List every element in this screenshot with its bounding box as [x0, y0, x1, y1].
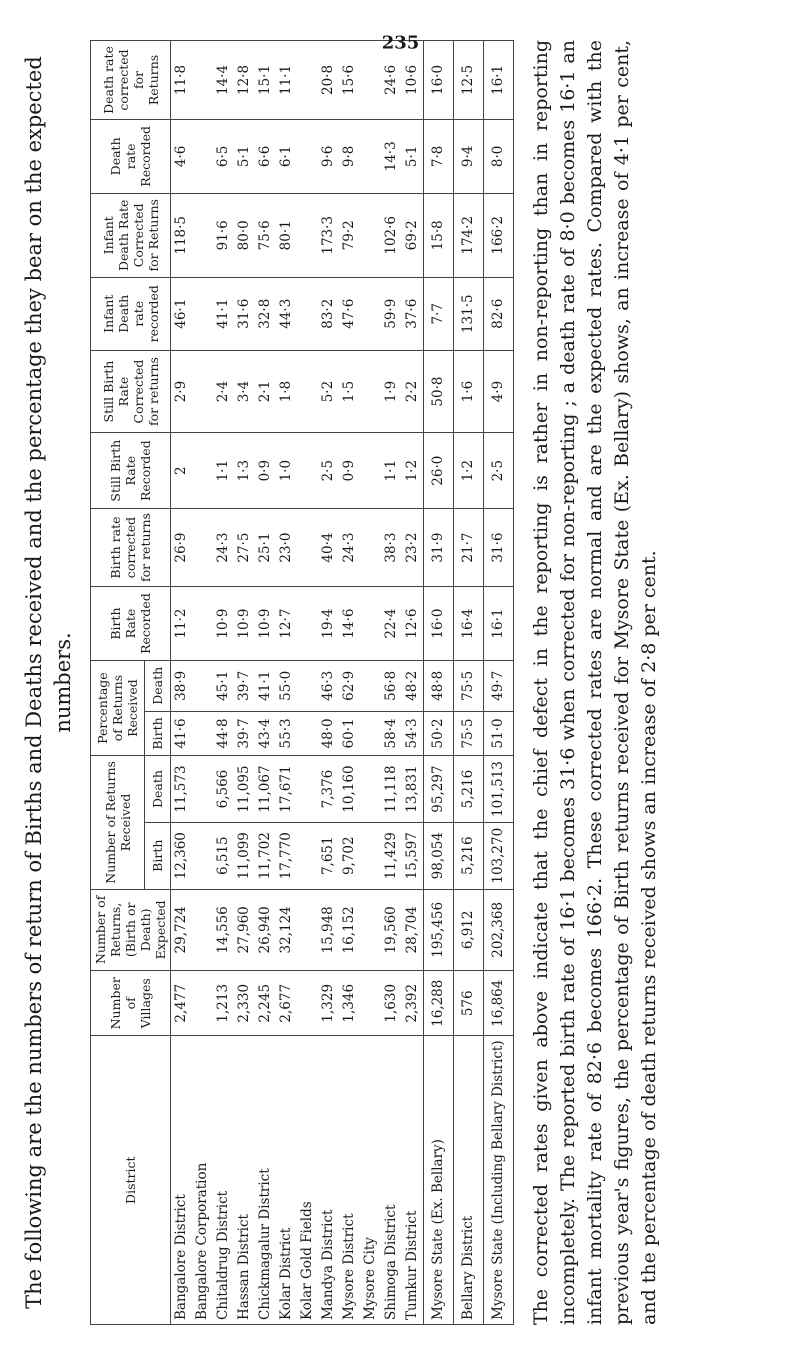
- cell-dr-cor: [297, 41, 318, 120]
- cell-id-rec: 59·9: [381, 277, 402, 350]
- table-row: [360, 41, 381, 1325]
- cell-dr-rec: 9·8: [339, 119, 360, 193]
- cell-pct-death: [297, 660, 318, 711]
- cell-district: Mysore State (Including Bellary District): [484, 1036, 514, 1325]
- cell-id-rec: 37·6: [402, 277, 424, 350]
- cell-expected: 27,960: [234, 889, 255, 971]
- cell-villages: 1,329: [318, 971, 339, 1036]
- cell-sb-cor: 1·6: [454, 350, 484, 433]
- cell-br-rec: 12·7: [276, 587, 297, 661]
- cell-district: Bellary District: [454, 1036, 484, 1325]
- cell-district: Shimoga District: [381, 1036, 402, 1325]
- cell-br-rec: 16·1: [484, 587, 514, 661]
- cell-sb-rec: 1·1: [381, 433, 402, 508]
- cell-rec-death: 95,297: [424, 756, 454, 823]
- header-received-birth: Birth: [145, 822, 171, 889]
- cell-expected: 202,368: [484, 889, 514, 971]
- cell-sb-cor: [192, 350, 213, 433]
- cell-district: Bangalore Corporation: [192, 1036, 213, 1325]
- cell-sb-rec: [360, 433, 381, 508]
- cell-dr-rec: [297, 119, 318, 193]
- cell-pct-death: 49·7: [484, 660, 514, 711]
- table-caption: The following are the numbers of return of Births and Deaths received and the percentage they bear on the expected numbers.: [22, 56, 75, 1309]
- cell-rec-death: 11,118: [381, 756, 402, 823]
- cell-dr-rec: 9·4: [454, 119, 484, 193]
- cell-pct-birth: [297, 711, 318, 756]
- cell-expected: 19,560: [381, 889, 402, 971]
- table-row: [213, 41, 234, 1325]
- cell-rec-death: 11,573: [171, 756, 193, 823]
- cell-id-cor: 91·6: [213, 193, 234, 277]
- cell-sb-rec: 26·0: [424, 433, 454, 508]
- cell-id-cor: 75·6: [255, 193, 276, 277]
- cell-dr-rec: 14·3: [381, 119, 402, 193]
- cell-sb-rec: 1·0: [276, 433, 297, 508]
- cell-sb-rec: [297, 433, 318, 508]
- header-percent-birth: Birth: [145, 711, 171, 756]
- cell-rec-death: [360, 756, 381, 823]
- cell-pct-death: 41·1: [255, 660, 276, 711]
- cell-villages: [297, 971, 318, 1036]
- header-still-birth-recorded: Still Birth Rate Recorded: [91, 433, 171, 508]
- table-row: [454, 41, 484, 1325]
- cell-rec-birth: 17,770: [276, 822, 297, 889]
- returns-table: [90, 40, 514, 1325]
- cell-id-rec: 82·6: [484, 277, 514, 350]
- table-row: [318, 41, 339, 1325]
- cell-pct-death: 45·1: [213, 660, 234, 711]
- cell-pct-birth: 39·7: [234, 711, 255, 756]
- cell-villages: 2,392: [402, 971, 424, 1036]
- cell-br-cor: 21·7: [454, 508, 484, 586]
- cell-dr-rec: 5·1: [234, 119, 255, 193]
- cell-villages: 2,477: [171, 971, 193, 1036]
- cell-expected: 26,940: [255, 889, 276, 971]
- table-row: [402, 41, 424, 1325]
- cell-villages: 2,245: [255, 971, 276, 1036]
- cell-sb-cor: 3·4: [234, 350, 255, 433]
- cell-pct-birth: 60·1: [339, 711, 360, 756]
- cell-br-cor: [297, 508, 318, 586]
- cell-br-rec: 16·0: [424, 587, 454, 661]
- cell-villages: 1,630: [381, 971, 402, 1036]
- cell-villages: [360, 971, 381, 1036]
- cell-id-cor: [297, 193, 318, 277]
- cell-rec-birth: 9,702: [339, 822, 360, 889]
- cell-pct-birth: 44·8: [213, 711, 234, 756]
- cell-rec-birth: 6,515: [213, 822, 234, 889]
- cell-rec-birth: 11,099: [234, 822, 255, 889]
- cell-dr-cor: [360, 41, 381, 120]
- cell-id-rec: [297, 277, 318, 350]
- cell-rec-birth: [297, 822, 318, 889]
- cell-rec-birth: 11,429: [381, 822, 402, 889]
- cell-villages: [192, 971, 213, 1036]
- cell-dr-rec: 4·6: [171, 119, 193, 193]
- cell-rec-death: 13,831: [402, 756, 424, 823]
- cell-id-cor: 173·3: [318, 193, 339, 277]
- cell-villages: 16,864: [484, 971, 514, 1036]
- cell-sb-cor: 1·5: [339, 350, 360, 433]
- cell-villages: 1,213: [213, 971, 234, 1036]
- header-birth-rate-corrected: Birth rate corrected for returns: [91, 508, 171, 586]
- cell-sb-rec: 2·5: [484, 433, 514, 508]
- table-row: [234, 41, 255, 1325]
- cell-pct-death: 48·8: [424, 660, 454, 711]
- cell-pct-death: 38·9: [171, 660, 193, 711]
- cell-pct-birth: 43·4: [255, 711, 276, 756]
- cell-br-cor: 24·3: [213, 508, 234, 586]
- header-infant-death-recorded: Infant Death rate recorded: [91, 277, 171, 350]
- header-death-rate-corrected: Death rate corrected for Returns: [91, 41, 171, 120]
- cell-rec-death: [192, 756, 213, 823]
- cell-rec-birth: 98,054: [424, 822, 454, 889]
- cell-villages: 2,330: [234, 971, 255, 1036]
- cell-sb-cor: [360, 350, 381, 433]
- cell-pct-birth: 75·5: [454, 711, 484, 756]
- cell-pct-death: 46·3: [318, 660, 339, 711]
- cell-id-cor: [360, 193, 381, 277]
- table-row: [255, 41, 276, 1325]
- cell-district: Mysore State (Ex. Bellary): [424, 1036, 454, 1325]
- cell-villages: 2,677: [276, 971, 297, 1036]
- cell-sb-cor: 2·4: [213, 350, 234, 433]
- cell-sb-rec: 1·3: [234, 433, 255, 508]
- header-still-birth-corrected: Still Birth Rate Corrected for returns: [91, 350, 171, 433]
- cell-rec-death: 5,216: [454, 756, 484, 823]
- header-percent-group: Percentage of Returns Received: [91, 660, 145, 755]
- cell-rec-death: 7,376: [318, 756, 339, 823]
- cell-rec-death: 6,566: [213, 756, 234, 823]
- cell-br-cor: 24·3: [339, 508, 360, 586]
- cell-br-rec: 10·9: [255, 587, 276, 661]
- cell-id-rec: 47·6: [339, 277, 360, 350]
- cell-district: Bangalore District: [171, 1036, 193, 1325]
- cell-pct-birth: 50·2: [424, 711, 454, 756]
- cell-br-cor: [360, 508, 381, 586]
- cell-sb-cor: 4·9: [484, 350, 514, 433]
- cell-dr-rec: [192, 119, 213, 193]
- cell-br-rec: 14·6: [339, 587, 360, 661]
- cell-expected: 14,556: [213, 889, 234, 971]
- cell-dr-rec: 9·6: [318, 119, 339, 193]
- cell-br-cor: [192, 508, 213, 586]
- cell-expected: 15,948: [318, 889, 339, 971]
- cell-pct-birth: [360, 711, 381, 756]
- cell-br-rec: 16·4: [454, 587, 484, 661]
- cell-br-cor: 40·4: [318, 508, 339, 586]
- cell-dr-cor: 11·1: [276, 41, 297, 120]
- cell-br-cor: 38·3: [381, 508, 402, 586]
- cell-district: Mandya District: [318, 1036, 339, 1325]
- cell-rec-death: 17,671: [276, 756, 297, 823]
- cell-br-rec: [360, 587, 381, 661]
- cell-br-rec: 12·6: [402, 587, 424, 661]
- cell-br-rec: 22·4: [381, 587, 402, 661]
- cell-id-rec: 31·6: [234, 277, 255, 350]
- cell-dr-rec: [360, 119, 381, 193]
- cell-sb-cor: [297, 350, 318, 433]
- cell-id-rec: 46·1: [171, 277, 193, 350]
- cell-pct-birth: 58·4: [381, 711, 402, 756]
- header-infant-death-corrected: Infant Death Rate Corrected for Returns: [91, 193, 171, 277]
- cell-sb-cor: 1·8: [276, 350, 297, 433]
- cell-sb-cor: 2·1: [255, 350, 276, 433]
- cell-dr-cor: 15·6: [339, 41, 360, 120]
- cell-district: Kolar District: [276, 1036, 297, 1325]
- cell-id-rec: 44·3: [276, 277, 297, 350]
- cell-dr-cor: 15·1: [255, 41, 276, 120]
- cell-sb-rec: 2·5: [318, 433, 339, 508]
- cell-sb-cor: 1·9: [381, 350, 402, 433]
- cell-id-cor: [192, 193, 213, 277]
- cell-pct-birth: [192, 711, 213, 756]
- cell-sb-rec: 1·1: [213, 433, 234, 508]
- table-row: [297, 41, 318, 1325]
- cell-district: Tumkur District: [402, 1036, 424, 1325]
- page-number: 235: [381, 32, 420, 54]
- cell-sb-cor: 5·2: [318, 350, 339, 433]
- cell-pct-birth: 55·3: [276, 711, 297, 756]
- table-row: [192, 41, 213, 1325]
- cell-expected: [360, 889, 381, 971]
- cell-expected: 32,124: [276, 889, 297, 971]
- cell-id-rec: [192, 277, 213, 350]
- cell-villages: 1,346: [339, 971, 360, 1036]
- cell-id-cor: 80·1: [276, 193, 297, 277]
- cell-villages: 576: [454, 971, 484, 1036]
- cell-pct-birth: 41·6: [171, 711, 193, 756]
- cell-rec-birth: 15,597: [402, 822, 424, 889]
- cell-sb-cor: 2·9: [171, 350, 193, 433]
- cell-br-rec: 11·2: [171, 587, 193, 661]
- cell-dr-cor: [192, 41, 213, 120]
- cell-sb-rec: 0·9: [255, 433, 276, 508]
- cell-id-cor: 166·2: [484, 193, 514, 277]
- cell-dr-rec: 7·8: [424, 119, 454, 193]
- cell-br-cor: 23·0: [276, 508, 297, 586]
- cell-sb-rec: [192, 433, 213, 508]
- cell-sb-rec: 2: [171, 433, 193, 508]
- cell-dr-rec: 6·6: [255, 119, 276, 193]
- cell-dr-cor: 16·1: [484, 41, 514, 120]
- cell-rec-birth: 12,360: [171, 822, 193, 889]
- table-row: [424, 41, 454, 1325]
- cell-id-cor: 80·0: [234, 193, 255, 277]
- cell-id-rec: 41·1: [213, 277, 234, 350]
- cell-br-cor: 27·5: [234, 508, 255, 586]
- cell-expected: [192, 889, 213, 971]
- cell-sb-cor: 50·8: [424, 350, 454, 433]
- cell-id-cor: 79·2: [339, 193, 360, 277]
- cell-pct-death: [192, 660, 213, 711]
- cell-rec-birth: [192, 822, 213, 889]
- cell-rec-death: 101,513: [484, 756, 514, 823]
- cell-id-rec: 7·7: [424, 277, 454, 350]
- cell-id-rec: 83·2: [318, 277, 339, 350]
- cell-id-cor: 15·8: [424, 193, 454, 277]
- cell-rec-birth: [360, 822, 381, 889]
- cell-br-cor: 26·9: [171, 508, 193, 586]
- cell-expected: 16,152: [339, 889, 360, 971]
- cell-id-cor: 174·2: [454, 193, 484, 277]
- cell-dr-rec: 8·0: [484, 119, 514, 193]
- cell-br-rec: [192, 587, 213, 661]
- cell-expected: 195,456: [424, 889, 454, 971]
- cell-sb-rec: 1·2: [454, 433, 484, 508]
- table-body: [171, 41, 514, 1325]
- header-birth-rate-recorded: Birth Rate Recorded: [91, 587, 171, 661]
- cell-rec-birth: 11,702: [255, 822, 276, 889]
- cell-dr-cor: 24·6: [381, 41, 402, 120]
- cell-sb-rec: 0·9: [339, 433, 360, 508]
- table-row: [484, 41, 514, 1325]
- cell-district: Mysore City: [360, 1036, 381, 1325]
- cell-br-cor: 31·9: [424, 508, 454, 586]
- cell-rec-death: 11,095: [234, 756, 255, 823]
- cell-br-rec: 10·9: [234, 587, 255, 661]
- header-villages: Number of Villages: [91, 971, 171, 1036]
- cell-dr-cor: 20·8: [318, 41, 339, 120]
- header-expected: Number of Returns, (Birth or Death) Expected: [91, 889, 171, 971]
- cell-id-rec: 131·5: [454, 277, 484, 350]
- cell-br-cor: 23·2: [402, 508, 424, 586]
- cell-dr-cor: 14·4: [213, 41, 234, 120]
- cell-id-rec: 32·8: [255, 277, 276, 350]
- cell-sb-cor: 2·2: [402, 350, 424, 433]
- header-death-rate-recorded: Death rate Recorded: [91, 119, 171, 193]
- cell-rec-birth: 5,216: [454, 822, 484, 889]
- cell-expected: [297, 889, 318, 971]
- cell-rec-birth: 7,651: [318, 822, 339, 889]
- header-received-death: Death: [145, 756, 171, 823]
- cell-pct-death: 39·7: [234, 660, 255, 711]
- cell-pct-death: 55·0: [276, 660, 297, 711]
- header-percent-death: Death: [145, 660, 171, 711]
- cell-pct-birth: 54·3: [402, 711, 424, 756]
- cell-dr-rec: 5·1: [402, 119, 424, 193]
- cell-pct-death: 75·5: [454, 660, 484, 711]
- cell-pct-death: 62·9: [339, 660, 360, 711]
- cell-dr-rec: 6·5: [213, 119, 234, 193]
- cell-rec-death: [297, 756, 318, 823]
- cell-district: Chickmagalur District: [255, 1036, 276, 1325]
- table-row: [276, 41, 297, 1325]
- cell-villages: 16,288: [424, 971, 454, 1036]
- cell-district: Hassan District: [234, 1036, 255, 1325]
- cell-dr-cor: 12·5: [454, 41, 484, 120]
- cell-br-cor: 31·6: [484, 508, 514, 586]
- cell-dr-cor: 16·0: [424, 41, 454, 120]
- table-row: [339, 41, 360, 1325]
- cell-dr-cor: 11·8: [171, 41, 193, 120]
- cell-district: Mysore District: [339, 1036, 360, 1325]
- cell-district: Chitaldrug District: [213, 1036, 234, 1325]
- table-row: [381, 41, 402, 1325]
- cell-pct-death: 48·2: [402, 660, 424, 711]
- cell-pct-death: [360, 660, 381, 711]
- footnote-paragraph: The corrected rates given above indicate that the chief defect in the reporting is rather in non-reporting than in reporting incompletely. The reported birth rate of 16·1 becomes 31·6 when corrected for non-reporting ; a death rate of 8·0 becomes 16·1 an infant mortality rate of 82·6 becomes 166·2. These corrected rates are normal and are the expected rates. Compared with the previous year's figures, the percentage of Birth returns received for Mysore State (Ex. Bellary) shows, an increase of 4·1 per cent, and the percentage of death returns received shows an increase of 2·8 per cent.: [530, 40, 660, 1325]
- cell-br-rec: 10·9: [213, 587, 234, 661]
- cell-pct-death: 56·8: [381, 660, 402, 711]
- cell-expected: 6,912: [454, 889, 484, 971]
- cell-id-cor: 118·5: [171, 193, 193, 277]
- cell-pct-birth: 48·0: [318, 711, 339, 756]
- cell-expected: 29,724: [171, 889, 193, 971]
- cell-rec-death: 11,067: [255, 756, 276, 823]
- cell-id-cor: 102·6: [381, 193, 402, 277]
- cell-pct-birth: 51·0: [484, 711, 514, 756]
- cell-id-cor: 69·2: [402, 193, 424, 277]
- cell-rec-birth: 103,270: [484, 822, 514, 889]
- cell-expected: 28,704: [402, 889, 424, 971]
- cell-id-rec: [360, 277, 381, 350]
- header-received-group: Number of Returns Received: [91, 756, 145, 889]
- cell-dr-cor: 10·6: [402, 41, 424, 120]
- cell-br-rec: 19·4: [318, 587, 339, 661]
- cell-rec-death: 10,160: [339, 756, 360, 823]
- cell-district: Kolar Gold Fields: [297, 1036, 318, 1325]
- cell-dr-rec: 6·1: [276, 119, 297, 193]
- table-row: [171, 41, 193, 1325]
- header-district: District: [91, 1036, 171, 1325]
- cell-br-cor: 25·1: [255, 508, 276, 586]
- cell-sb-rec: 1·2: [402, 433, 424, 508]
- cell-dr-cor: 12·8: [234, 41, 255, 120]
- cell-br-rec: [297, 587, 318, 661]
